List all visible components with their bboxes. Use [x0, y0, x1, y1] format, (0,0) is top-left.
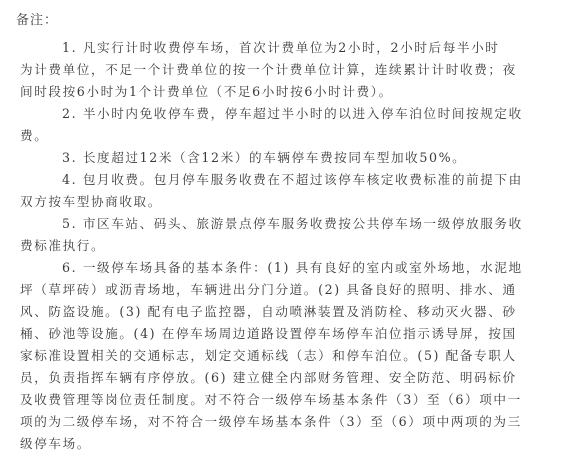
note-6-line-2: 坪（草坪砖）或沥青场地，车辆进出分门分道。(2) 具备良好的照明、排水、通	[20, 282, 517, 297]
note-6-line-1: 6. 一级停车场具备的基本条件：(1) 具有良好的室内或室外场地，水泥地	[62, 260, 523, 275]
note-1-line-1: 1. 凡实行计时收费停车场，首次计费单位为2小时，2小时后每半小时	[62, 40, 500, 55]
note-2-line-1: 2. 半小时内免收停车费，停车超过半小时的以进入停车泊位时间按规定收	[62, 106, 523, 121]
note-5-line-2: 费标准执行。	[20, 238, 106, 253]
note-6-line-3: 风、防盗设施。(3) 配有电子监控器，自动喷淋装置及消防栓、移动灭火器、砂	[20, 304, 517, 319]
note-6-line-4: 桶、砂池等设施。(4) 在停车场周边道路设置停车场停车泊位指示诱导屏，按国	[20, 326, 517, 341]
note-6-line-7: 及收费管理等岗位责任制度。对不符合一级停车场基本条件（3）至（6）项中一	[20, 392, 522, 407]
note-4-line-2: 双方按车型协商收取。	[20, 194, 162, 209]
note-6-line-8: 项的为二级停车场，对不符合一级停车场基本条件（3）至（6）项中两项的为三	[20, 414, 522, 429]
note-4-line-1: 4. 包月收费。包月停车服务收费在不超过该停车核定收费标准的前提下由	[62, 172, 523, 187]
note-5-line-1: 5. 市区车站、码头、旅游景点停车服务收费按公共停车场一级停放服务收	[62, 216, 523, 231]
note-6-line-5: 家标准设置相关的交通标志，划定交通标线（志）和停车泊位。(5) 配备专职人	[20, 348, 517, 363]
note-2-line-2: 费。	[20, 128, 49, 143]
note-6-line-9: 级停车场。	[20, 436, 91, 451]
note-1-line-2: 为计费单位，不足一个计费单位的按一个计费单位计算，连续累计计时收费；夜	[20, 62, 517, 77]
note-label: 备注：	[16, 13, 59, 28]
note-3-line-1: 3. 长度超过12米（含12米）的车辆停车费按同车型加收50%。	[62, 150, 467, 165]
note-6-line-6: 员，负责指挥车辆有序停放。(6) 建立健全内部财务管理、安全防范、明码标价	[20, 370, 517, 385]
note-1-line-3: 间时段按6小时为1个计费单位（不足6小时按6小时计费）。	[20, 84, 393, 99]
